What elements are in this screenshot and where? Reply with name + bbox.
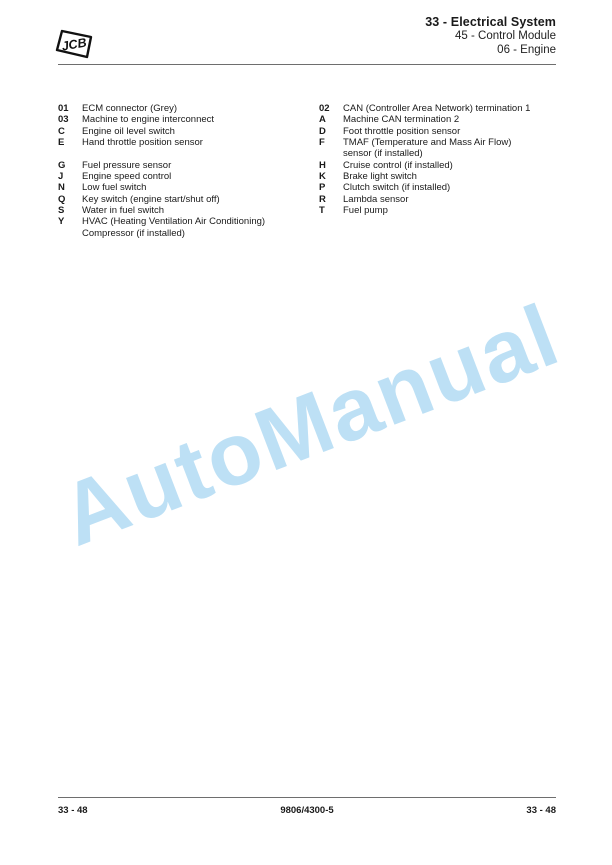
legend-item-description: Machine CAN termination 2 [343, 114, 460, 126]
legend-item [58, 114, 313, 125]
legend-item [58, 126, 313, 137]
legend-item-code: P [319, 182, 326, 194]
watermark-text: AutoManual [47, 284, 572, 565]
legend-item-description: Clutch switch (if installed) [343, 182, 451, 194]
jcb-logo-text: JCB [60, 35, 88, 54]
legend-item [58, 137, 313, 148]
legend-item [319, 103, 561, 114]
legend-item-code: 02 [319, 103, 330, 114]
legend-item-code: F [319, 137, 325, 149]
legend-item-code: G [58, 159, 66, 171]
legend-item [319, 182, 561, 193]
legend-item-code: S [58, 205, 65, 217]
page-subtitle-section: 45 - Control Module [455, 30, 556, 42]
legend-item [58, 160, 313, 171]
legend-item-description: HVAC (Heating Ventilation Air Conditioning) Compressor (if installed) [82, 216, 266, 239]
legend-item [319, 194, 561, 205]
legend-item [319, 114, 561, 125]
legend-item-description: CAN (Controller Area Network) termination 1 [343, 103, 531, 114]
legend-item [319, 126, 561, 137]
legend-item-description: Lambda sensor [343, 193, 409, 205]
legend-item-description: Key switch (engine start/shut off) [82, 193, 220, 205]
legend-item-description: TMAF (Temperature and Mass Air Flow) sensor (if installed) [343, 137, 512, 160]
legend-column-left [58, 103, 313, 239]
legend-item [319, 137, 561, 160]
legend-item-description: ECM connector (Grey) [82, 103, 178, 114]
header-divider [58, 64, 556, 65]
legend-group-gap [58, 148, 313, 159]
footer-publication-number: 9806/4300-5 [280, 805, 334, 816]
legend-item-code: H [319, 159, 326, 171]
legend-item [58, 205, 313, 216]
legend-item-description: Hand throttle position sensor [82, 137, 203, 149]
legend-item [58, 171, 313, 182]
legend-item [319, 205, 561, 216]
legend-item-description: Low fuel switch [82, 182, 147, 194]
legend-item-description: Machine to engine interconnect [82, 114, 215, 126]
legend-item [58, 194, 313, 205]
legend-item [58, 216, 313, 239]
legend-item-code: C [58, 125, 65, 137]
legend-item-code: Y [58, 216, 65, 228]
legend-item [58, 103, 313, 114]
legend-item-code: T [319, 205, 325, 217]
legend-item-code: N [58, 182, 65, 194]
legend-item [319, 160, 561, 171]
page-title: 33 - Electrical System [425, 15, 556, 29]
legend-item-code: D [319, 125, 326, 137]
legend-item-description: Brake light switch [343, 171, 417, 183]
legend-item-description: Engine oil level switch [82, 125, 175, 137]
footer-page-number-right: 33 - 48 [526, 805, 556, 816]
legend-item [58, 182, 313, 193]
legend-item-description: Engine speed control [82, 171, 172, 183]
legend-item-description: Cruise control (if installed) [343, 159, 453, 171]
legend-item-description: Foot throttle position sensor [343, 125, 461, 137]
legend-item-code: K [319, 171, 326, 183]
legend-item-description: Fuel pressure sensor [82, 159, 172, 171]
legend-column-right [319, 103, 561, 216]
legend-item-code: Q [58, 193, 66, 205]
footer-divider [58, 797, 556, 798]
page-subtitle-subsection: 06 - Engine [497, 43, 556, 56]
jcb-logo [54, 25, 96, 63]
legend-item-description: Fuel pump [343, 205, 388, 217]
page-header [425, 15, 556, 57]
legend-item-code: 03 [58, 114, 69, 126]
jcb-logo-graphic [54, 25, 96, 63]
legend-item-description: Water in fuel switch [82, 205, 165, 217]
legend-item-code: J [58, 171, 64, 183]
legend-item-code: E [58, 137, 65, 149]
legend-item-code: A [319, 114, 326, 126]
legend-item-code: R [319, 193, 326, 205]
legend-item [319, 171, 561, 182]
legend-item-code: 01 [58, 103, 69, 114]
footer-page-number-left: 33 - 48 [58, 805, 88, 816]
